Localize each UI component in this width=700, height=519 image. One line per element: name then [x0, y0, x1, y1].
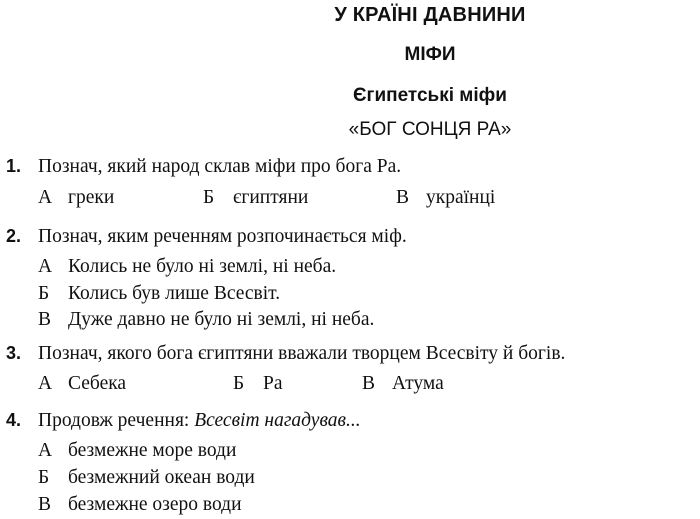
- option-letter: Б: [203, 187, 215, 208]
- question-text: Познач, якого бога єгиптяни вважали творцем Всесвіту й богів.: [38, 343, 566, 364]
- option-2c[interactable]: [38, 309, 374, 331]
- subtopic-heading: Єгипетські міфи: [353, 85, 507, 106]
- question-text: Познач, який народ склав міфи про бога Ра.: [38, 156, 402, 177]
- option-text: безмежне море води: [68, 440, 237, 461]
- option-text: Колись був лише Всесвіт.: [68, 283, 281, 304]
- question-number: 1.: [6, 156, 22, 176]
- option-4b[interactable]: [38, 467, 255, 489]
- option-letter: А: [38, 373, 53, 394]
- question-3: [6, 343, 565, 365]
- option-1b[interactable]: [203, 187, 308, 209]
- question-italic-text: Всесвіт нагадував...: [194, 410, 361, 431]
- question-number: 2.: [6, 226, 22, 246]
- question-4: [6, 410, 361, 432]
- question-number: 4.: [6, 410, 22, 430]
- option-text: українці: [426, 187, 496, 208]
- option-text: греки: [68, 187, 115, 208]
- option-letter: А: [38, 187, 53, 208]
- option-1a[interactable]: [38, 187, 114, 209]
- option-letter: В: [38, 494, 52, 515]
- option-letter: В: [38, 309, 52, 330]
- option-text: Дуже давно не було ні землі, ні неба.: [68, 309, 375, 330]
- question-2: [6, 226, 407, 248]
- option-letter: А: [38, 440, 53, 461]
- option-2b[interactable]: [38, 283, 280, 305]
- option-text: безмежне озеро води: [68, 494, 242, 515]
- work-title: «БОГ СОНЦЯ РА»: [348, 119, 512, 140]
- question-1: [6, 156, 401, 178]
- option-letter: В: [362, 373, 376, 394]
- question-number: 3.: [6, 343, 22, 363]
- option-letter: Б: [38, 283, 50, 304]
- option-letter: В: [396, 187, 410, 208]
- topic-heading: МІФИ: [404, 44, 456, 65]
- option-text: єгиптяни: [233, 187, 309, 208]
- option-3c[interactable]: [362, 373, 444, 395]
- option-text: Себека: [68, 373, 127, 394]
- option-text: Колись не було ні землі, ні неба.: [68, 256, 337, 277]
- option-2a[interactable]: [38, 256, 336, 278]
- option-text: Ра: [263, 373, 283, 394]
- option-text: Атума: [392, 373, 444, 394]
- option-4c[interactable]: [38, 494, 242, 516]
- option-text: безмежний океан води: [68, 467, 255, 488]
- option-3b[interactable]: [233, 373, 283, 395]
- option-letter: Б: [233, 373, 245, 394]
- section-heading: У КРАЇНІ ДАВНИНИ: [334, 4, 526, 26]
- option-letter: Б: [38, 467, 50, 488]
- question-text: Познач, яким реченням розпочинається міф.: [38, 226, 407, 247]
- option-4a[interactable]: [38, 440, 236, 462]
- option-letter: А: [38, 256, 53, 277]
- option-1c[interactable]: [396, 187, 495, 209]
- question-text: Продовж речення:: [38, 410, 190, 431]
- option-3a[interactable]: [38, 373, 126, 395]
